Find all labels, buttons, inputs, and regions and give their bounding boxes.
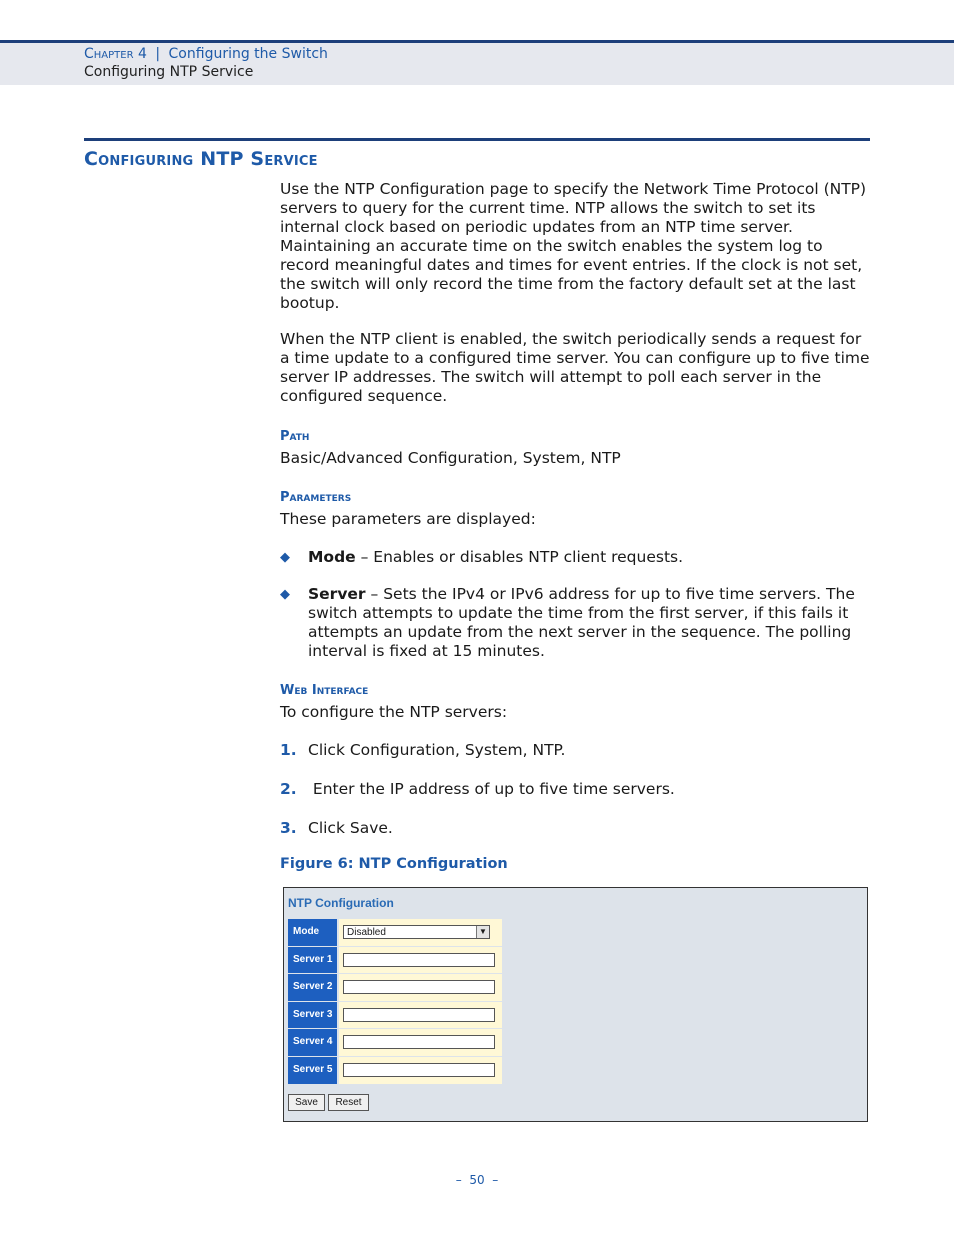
server-3-cell [339,1002,502,1029]
server-1-label: Server 1 [288,947,337,974]
step-number: 2. [280,780,297,798]
step-text: Enter the IP address of up to five time servers. [308,780,675,798]
path-heading: Path [280,429,310,444]
server-4-label: Server 4 [288,1029,337,1056]
server-1-input[interactable] [343,953,495,967]
server-2-input[interactable] [343,980,495,994]
server-3-input[interactable] [343,1008,495,1022]
parameters-intro: These parameters are displayed: [280,510,536,528]
parameter-desc: – Sets the IPv4 or IPv6 address for up to five time servers. The switch attempts to update the time from the first server, if this fails it attempts an update from the next server in the sequence. The polling interval is fixed at 15 minutes. [308,585,855,660]
intro-paragraph-1: Use the NTP Configuration page to specify the Network Time Protocol (NTP) servers to query for the current time. NTP allows the switch to set its internal clock based on periodic updates from an NTP time server. Maintaining an accurate time on the switch enables the system log to record meaningful dates and times for event entries. If the clock is not set, the switch will only record the time from the factory default set at the last bootup. [280,180,867,312]
running-header-chapter [84,46,328,62]
section-title: Configuring NTP Service [84,148,318,170]
server-3-row [288,1002,502,1030]
chapter-title: Configuring the Switch [168,46,328,62]
web-interface-heading: Web Interface [280,683,369,698]
mode-selected-value: Disabled [347,927,386,938]
running-header-section: Configuring NTP Service [84,64,254,80]
mode-label: Mode [288,919,337,946]
diamond-bullet-icon: ◆ [280,587,290,602]
server-5-label: Server 5 [288,1057,337,1084]
server-2-label: Server 2 [288,974,337,1001]
server-5-row [288,1057,502,1085]
server-2-row [288,974,502,1002]
header-separator: | [155,46,161,62]
parameter-server [280,585,870,661]
figure-caption: Figure 6: NTP Configuration [280,856,508,872]
server-1-cell [339,947,502,974]
reset-button[interactable]: Reset [328,1094,369,1111]
web-interface-intro: To configure the NTP servers: [280,703,508,721]
mode-cell [339,919,502,946]
server-4-input[interactable] [343,1035,495,1049]
save-button[interactable]: Save [288,1094,325,1111]
step-2 [280,780,675,798]
step-text: Click Save. [308,819,393,837]
server-5-input[interactable] [343,1063,495,1077]
chapter-label: Chapter 4 [84,46,147,62]
server-4-cell [339,1029,502,1056]
server-1-row [288,947,502,975]
step-text: Click Configuration, System, NTP. [308,741,566,759]
parameter-mode [280,548,870,567]
server-2-cell [339,974,502,1001]
mode-row [288,919,502,947]
step-1 [280,741,565,759]
dropdown-arrow-icon[interactable]: ▼ [476,926,489,938]
panel-title: NTP Configuration [288,896,394,910]
step-number: 1. [280,741,297,759]
page-number: – 50 – [455,1173,499,1187]
mode-select[interactable] [343,925,490,939]
step-number: 3. [280,819,297,837]
server-4-row [288,1029,502,1057]
parameter-term: Mode [308,548,356,566]
server-3-label: Server 3 [288,1002,337,1029]
step-3 [280,819,393,837]
title-rule [84,138,870,141]
parameters-heading: Parameters [280,490,352,505]
path-text: Basic/Advanced Configuration, System, NTP [280,449,621,467]
server-5-cell [339,1057,502,1084]
parameter-desc: – Enables or disables NTP client requests. [355,548,684,566]
diamond-bullet-icon: ◆ [280,550,290,565]
ntp-configuration-figure [283,887,868,1122]
parameter-term: Server [308,585,366,603]
intro-paragraph-2: When the NTP client is enabled, the switch periodically sends a request for a time update to a configured time server. You can configure up to five time server IP addresses. The switch will attempt to poll each server in the configured sequence. [280,330,870,405]
ntp-settings-table [288,919,502,1085]
